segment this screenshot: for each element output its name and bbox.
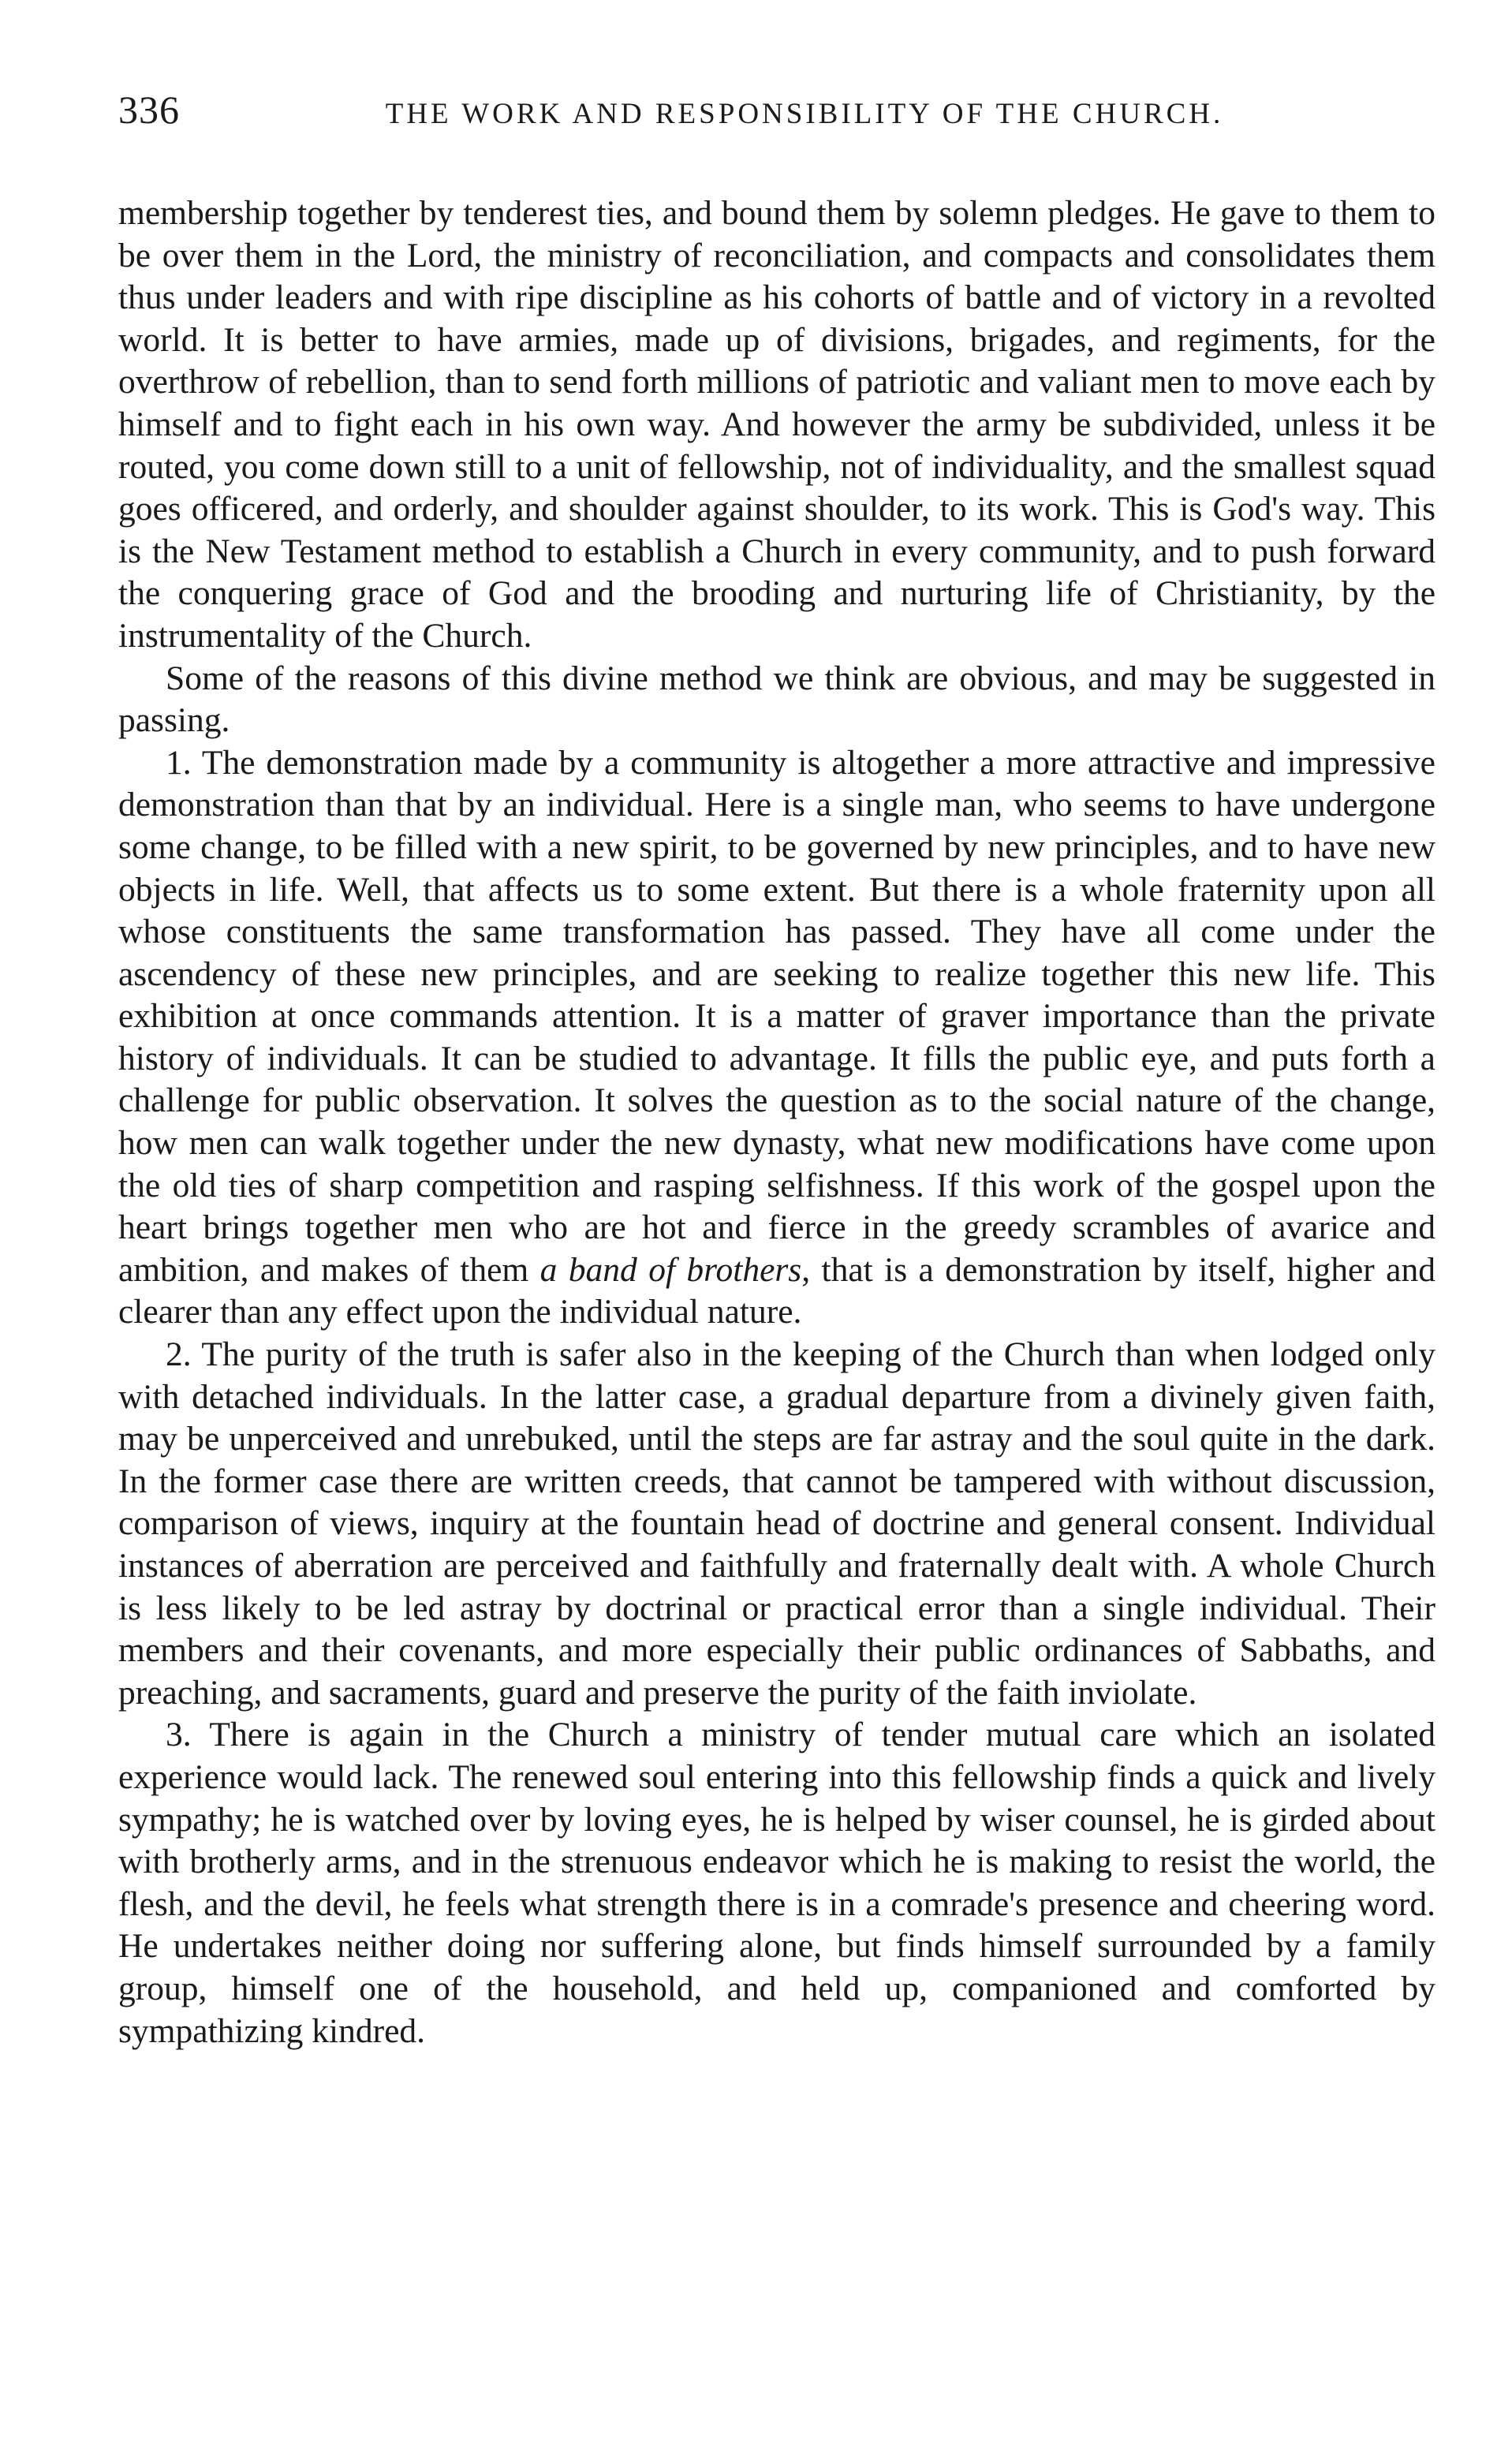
page-number: 336 <box>118 88 180 132</box>
book-page <box>118 87 1435 2052</box>
running-title: THE WORK AND RESPONSIBILITY OF THE CHURCH. <box>385 98 1224 130</box>
running-header <box>118 87 1435 158</box>
paragraph-point-2: 2. The purity of the truth is safer also in the keeping of the Church than when lodged only with detached individuals. In the latter case, a gradual departure from a divinely given faith, may be unperceived and unrebuked, until the steps are far astray and the soul quite in the dark. In the former case there are written creeds, that cannot be tampered with without discussion, comparison of views, inquiry at the fountain head of doctrine and general consent. Individual instances of aberration are perceived and faithfully and fraternally dealt with. A whole Church is less likely to be led astray by doctrinal or practical error than a single individual. Their members and their covenants, and more especially their public ordinances of Sabbaths, and preaching, and sacraments, guard and preserve the purity of the faith inviolate. <box>118 1335 1435 1712</box>
point-1-text-before: 1. The demonstration made by a community is altogether a more attractive and impressive demonstration than that by an individual. Here is a single man, who seems to have undergone some change, to be filled with a new spirit, to be governed by new principles, and to have new objects in life. Well, that affects us to some extent. But there is a whole fraternity upon all whose constituents the same transformation has passed. They have all come under the ascendency of these new principles, and are seeking to realize together this new life. This exhibition at once commands attention. It is a matter of graver importance than the private history of individuals. It can be studied to advantage. It fills the public eye, and puts forth a challenge for public observation. It solves the question as to the social nature of the change, how men can walk together under the new dynasty, what new modifications have come upon the old ties of sharp competition and rasping selfishness. If this work of the gospel upon the heart brings together men who are hot and fierce in the greedy scrambles of avarice and ambition, and makes of them <box>118 743 1435 1289</box>
paragraph-continuation: membership together by tenderest ties, and bound them by solemn pledges. He gave to them to be over them in the Lord, the ministry of reconciliation, and compacts and consolidates them thus under leaders and with ripe discipline as his cohorts of battle and of victory in a revolted world. It is better to have armies, made up of divisions, brigades, and regiments, for the overthrow of rebellion, than to send forth millions of patriotic and valiant men to move each by himself and to fight each in his own way. And however the army be subdivided, unless it be routed, you come down still to a unit of fellowship, not of individuality, and the smallest squad goes officered, and orderly, and shoulder against shoulder, to its work. This is God's way. This is the New Testament method to establish a Church in every community, and to push forward the conquering grace of God and the brooding and nurturing life of Christianity, by the instrumentality of the Church. <box>118 194 1435 655</box>
body-text <box>118 192 1435 2052</box>
point-1-text-after: , that is a demonstration by itself, higher and clearer than any effect upon the individual nature. <box>118 1250 1435 1331</box>
point-1-emphasis: a band of brothers <box>539 1250 802 1289</box>
paragraph-point-3: 3. There is again in the Church a ministry of tender mutual care which an isolated experience would lack. The renewed soul entering into this fellowship finds a quick and lively sympathy; he is watched over by loving eyes, he is helped by wiser counsel, he is girded about with brotherly arms, and in the strenuous endeavor which he is making to resist the world, the flesh, and the devil, he feels what strength there is in a comrade's presence and cheering word. He undertakes neither doing nor suffering alone, but finds himself surrounded by a family group, himself one of the household, and held up, companioned and comforted by sympathizing kindred. <box>118 1716 1435 2050</box>
paragraph-reasons-intro: Some of the reasons of this divine method we think are obvious, and may be suggested in passing. <box>118 659 1435 740</box>
paragraph-point-1 <box>118 742 1435 1334</box>
